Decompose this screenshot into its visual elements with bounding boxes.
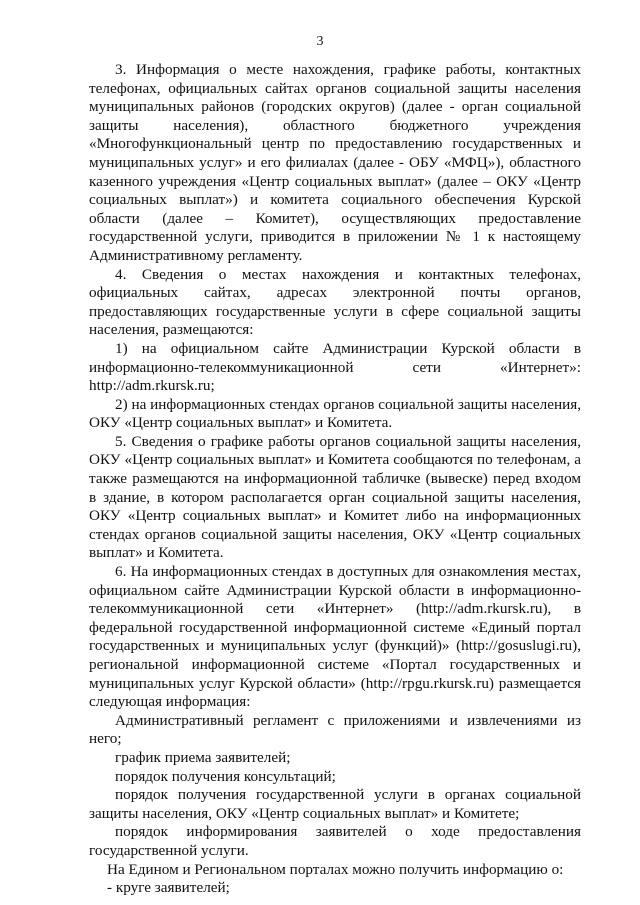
paragraph-3: 3. Информация о месте нахождения, графике работы, контактных телефонах, официальных сайтах органов социальной защиты населения муниципальных районов (городских округов) (далее - орган социальной защиты населения), областного бюджетного учреждения «Многофункциональный центр по предоставлению государственных и муниципальных услуг» и его филиалах (далее - ОБУ «МФЦ»), областного казенного учреждения «Центр социальных выплат» (далее – ОКУ «Центр социальных выплат») и комитета социального обеспечения Курской области (далее – Комитет), осуществляющих предоставление государственной услуги, приводится в приложении № 1 к настоящему Административному регламенту. xyxy=(89,61,581,264)
page-number: 3 xyxy=(316,34,324,49)
paragraph-6-item-procedure: порядок получения государственной услуги в органах социальной защиты населения, ОКУ «Центр социальных выплат» и Комитете; xyxy=(89,786,581,822)
paragraph-6: 6. На информационных стендах в доступных для ознакомления местах, официальном сайте Администрации Курской области в информационно-телекоммуникационной сети «Интернет» (http://adm.rkursk.ru), в федеральной государственной информационной системе «Единый портал государственных и муниципальных услуг (функций)» (http://gosuslugi.ru), региональной информационной системе «Портал государственных и муниципальных услуг Курской области» (http://rpgu.rkursk.ru) размещается следующая информация: xyxy=(89,563,581,711)
paragraph-portals-item-applicants: - круге заявителей; xyxy=(107,879,230,897)
paragraph-5: 5. Сведения о графике работы органов социальной защиты населения, ОКУ «Центр социальных выплат» и Комитета сообщаются по телефонам, а также размещаются на информационной табличке (вывеске) перед входом в здание, в котором располагается орган социальной защиты населения, ОКУ «Центр социальных выплат» и Комитет либо на информационных стендах органов социальной защиты населения, ОКУ «Центр социальных выплат» и Комитета. xyxy=(89,432,581,562)
paragraph-6-item-informing: порядок информирования заявителей о ходе предоставления государственной услуги. xyxy=(89,823,581,859)
paragraph-6-item-schedule: график приема заявителей; xyxy=(115,748,291,766)
document-body xyxy=(89,61,581,898)
paragraph-4: 4. Сведения о местах нахождения и контактных телефонах, официальных сайтах, адресах электронной почты органов, предоставляющих государственные услуги в сфере социальной защиты населения, размещаются: xyxy=(89,265,581,339)
paragraph-6-item-consultations: порядок получения консультаций; xyxy=(115,767,336,785)
paragraph-portals: На Едином и Региональном порталах можно получить информацию о: xyxy=(107,860,564,878)
paragraph-6-item-regulation: Административный регламент с приложениями и извлечениями из него; xyxy=(89,711,581,748)
paragraph-4-item-1: 1) на официальном сайте Администрации Курской области в информационно-телекоммуникационной сети «Интернет»: http://adm.rkursk.ru; xyxy=(89,339,581,395)
paragraph-4-item-2: 2) на информационных стендах органов социальной защиты населения, ОКУ «Центр социальных выплат» и Комитета. xyxy=(89,395,581,432)
